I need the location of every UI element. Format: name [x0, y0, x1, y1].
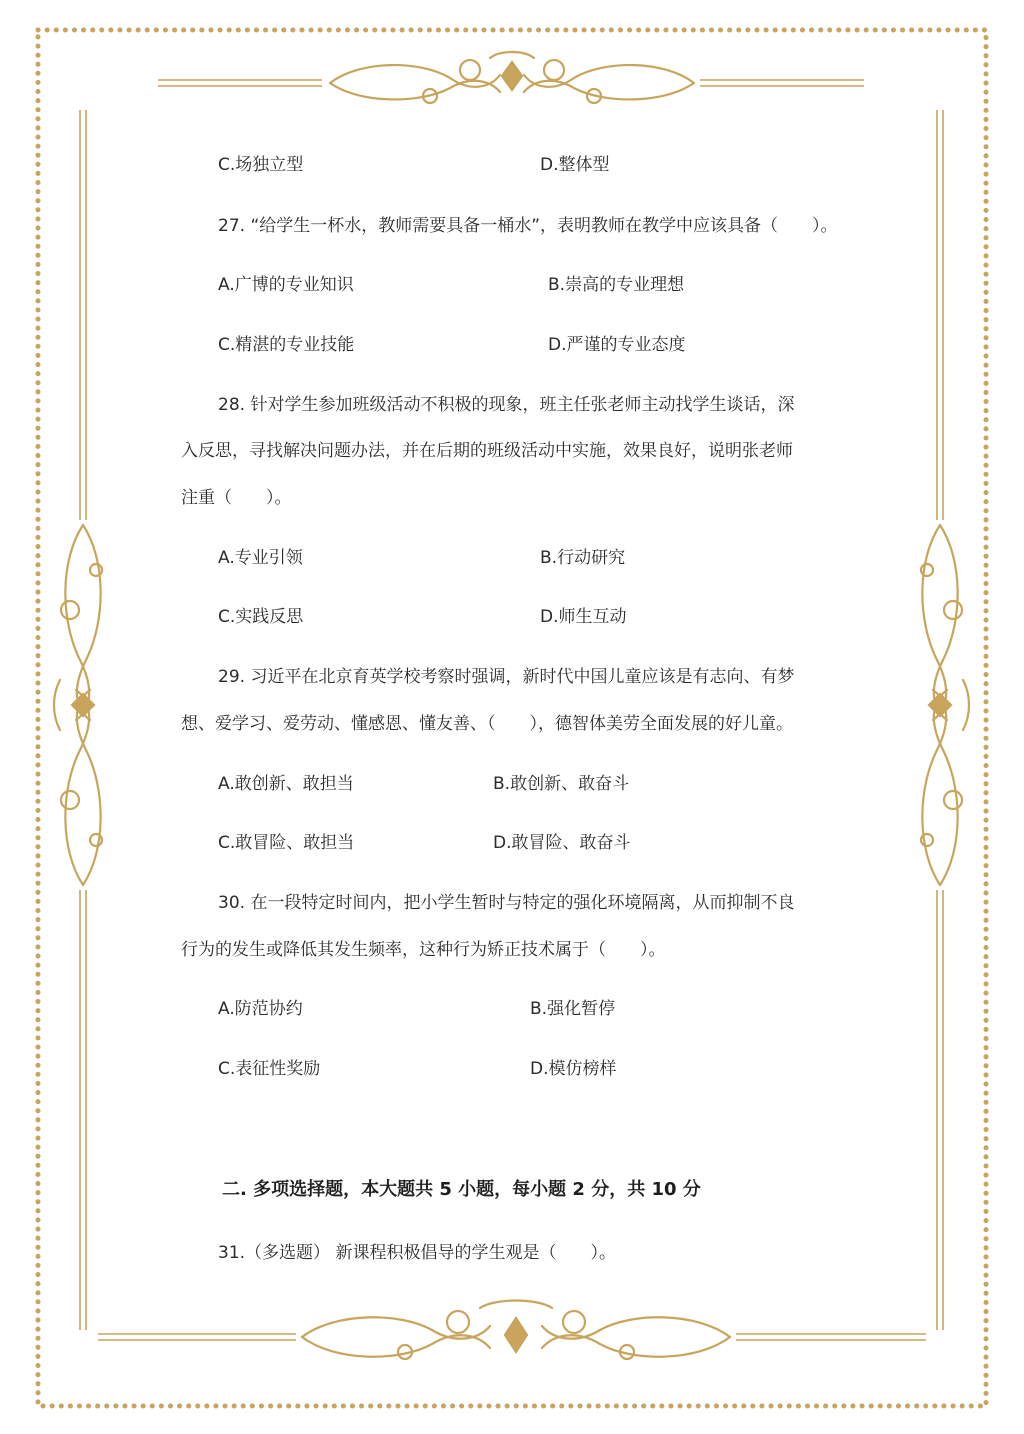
q28-option-a: A.专业引领 — [218, 548, 303, 568]
q26-option-d: D.整体型 — [540, 155, 610, 175]
q29-option-b: B.敢创新、敢奋斗 — [493, 774, 630, 794]
q27-option-d: D.严谨的专业态度 — [548, 335, 686, 355]
q30-option-a: A.防范协约 — [218, 999, 303, 1019]
q28-option-b: B.行动研究 — [540, 548, 626, 568]
q30-option-b: B.强化暂停 — [530, 999, 616, 1019]
q30-stem-line2: 行为的发生或降低其发生频率，这种行为矫正技术属于（ ）。 — [181, 940, 666, 960]
q29-option-a: A.敢创新、敢担当 — [218, 774, 354, 794]
q27-stem: 27. “给学生一杯水，教师需要具备一桶水”，表明教师在教学中应该具备（ ）。 — [218, 216, 838, 236]
q27-option-c: C.精湛的专业技能 — [218, 335, 355, 355]
q30-option-d: D.模仿榜样 — [530, 1059, 617, 1079]
q29-option-d: D.敢冒险、敢奋斗 — [493, 833, 631, 853]
q29-stem-line2: 想、爱学习、爱劳动、懂感恩、懂友善、（ ），德智体美劳全面发展的好儿童。 — [181, 714, 793, 734]
q30-stem-line1: 30. 在一段特定时间内，把小学生暂时与特定的强化环境隔离，从而抑制不良 — [218, 893, 795, 913]
q30-option-c: C.表征性奖励 — [218, 1059, 321, 1079]
q27-option-b: B.崇高的专业理想 — [548, 275, 685, 295]
q29-stem-line1: 29. 习近平在北京育英学校考察时强调，新时代中国儿童应该是有志向、有梦 — [218, 667, 795, 687]
section-heading-multiple-choice: 二. 多项选择题，本大题共 5 小题，每小题 2 分，共 10 分 — [222, 1179, 701, 1200]
q29-option-c: C.敢冒险、敢担当 — [218, 833, 355, 853]
q27-option-a: A.广博的专业知识 — [218, 275, 354, 295]
q28-stem-line3: 注重（ ）。 — [181, 488, 292, 508]
q26-option-c: C.场独立型 — [218, 155, 304, 175]
q28-option-c: C.实践反思 — [218, 607, 304, 627]
q31-stem: 31.（多选题） 新课程积极倡导的学生观是（ ）。 — [218, 1243, 616, 1263]
q28-option-d: D.师生互动 — [540, 607, 627, 627]
q28-stem-line2: 入反思，寻找解决问题办法，并在后期的班级活动中实施，效果良好，说明张老师 — [181, 441, 793, 461]
q28-stem-line1: 28. 针对学生参加班级活动不积极的现象，班主任张老师主动找学生谈话，深 — [218, 395, 795, 415]
